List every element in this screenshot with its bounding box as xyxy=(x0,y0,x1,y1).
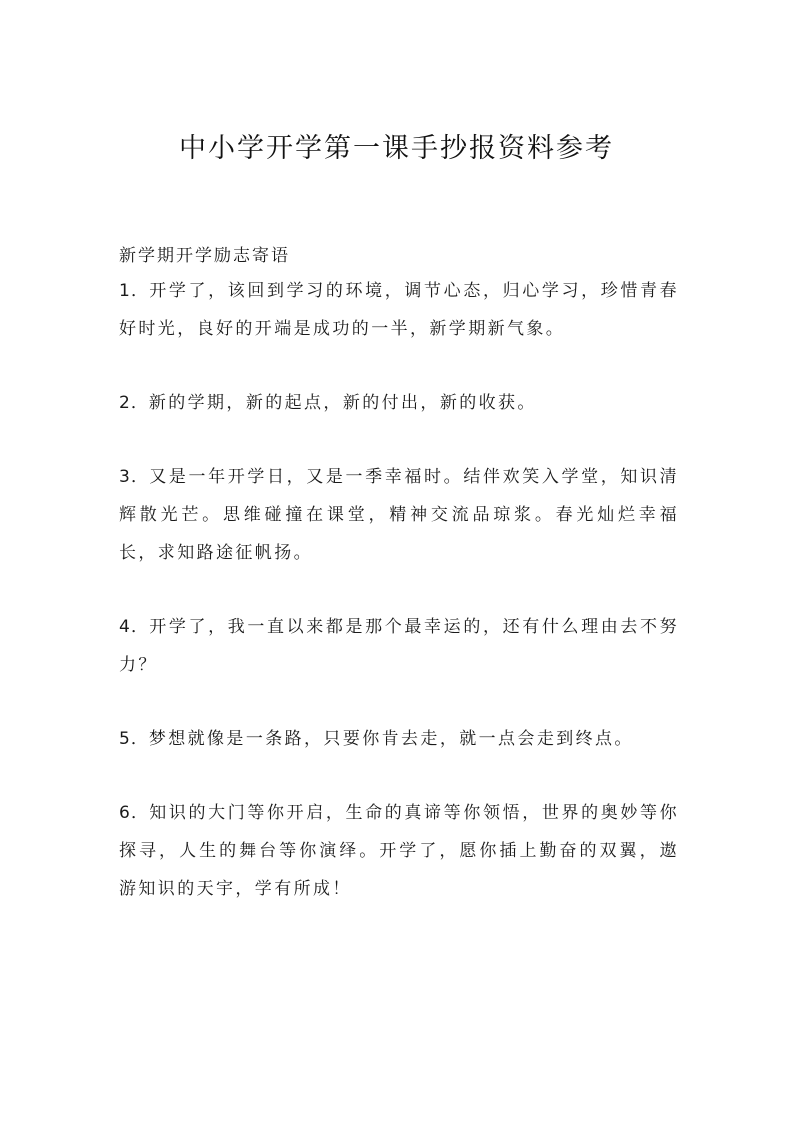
list-item xyxy=(119,794,679,908)
paragraph-gap xyxy=(119,422,679,458)
list-item xyxy=(119,384,679,422)
item-text: 梦想就像是一条路，只要你肯去走，就一点会走到终点。 xyxy=(148,729,634,749)
list-item xyxy=(119,272,679,348)
item-number: 3． xyxy=(119,467,150,487)
list-item xyxy=(119,608,679,684)
item-text: 新的学期，新的起点，新的付出，新的收获。 xyxy=(148,393,537,413)
item-number: 6． xyxy=(119,803,150,823)
item-text: 开学了，该回到学习的环境，调节心态，归心学习，珍惜青春好时光，良好的开端是成功的一半，新学期新气象。 xyxy=(119,281,679,339)
paragraph-gap xyxy=(119,348,679,384)
section-heading: 新学期开学励志寄语 xyxy=(119,246,290,266)
item-number: 1． xyxy=(119,281,150,301)
item-number: 2． xyxy=(119,393,149,413)
item-text: 开学了，我一直以来都是那个最幸运的，还有什么理由去不努力？ xyxy=(119,617,679,675)
document-body xyxy=(119,240,679,908)
paragraph-gap xyxy=(119,758,679,794)
item-number: 5． xyxy=(119,729,149,749)
list-item xyxy=(119,458,679,572)
item-text: 知识的大门等你开启，生命的真谛等你领悟，世界的奥妙等你探寻，人生的舞台等你演绎。开学了，愿你插上勤奋的双翼，遨游知识的天宇，学有所成！ xyxy=(119,803,679,899)
item-text: 又是一年开学日，又是一季幸福时。结伴欢笑入学堂，知识清辉散光芒。思维碰撞在课堂，精神交流品琼浆。春光灿烂幸福长，求知路途征帆扬。 xyxy=(119,467,679,563)
paragraph-gap xyxy=(119,684,679,720)
list-item xyxy=(119,720,679,758)
paragraph-gap xyxy=(119,572,679,608)
item-number: 4． xyxy=(119,617,150,637)
page-title: 中小学开学第一课手抄报资料参考 xyxy=(179,133,614,164)
